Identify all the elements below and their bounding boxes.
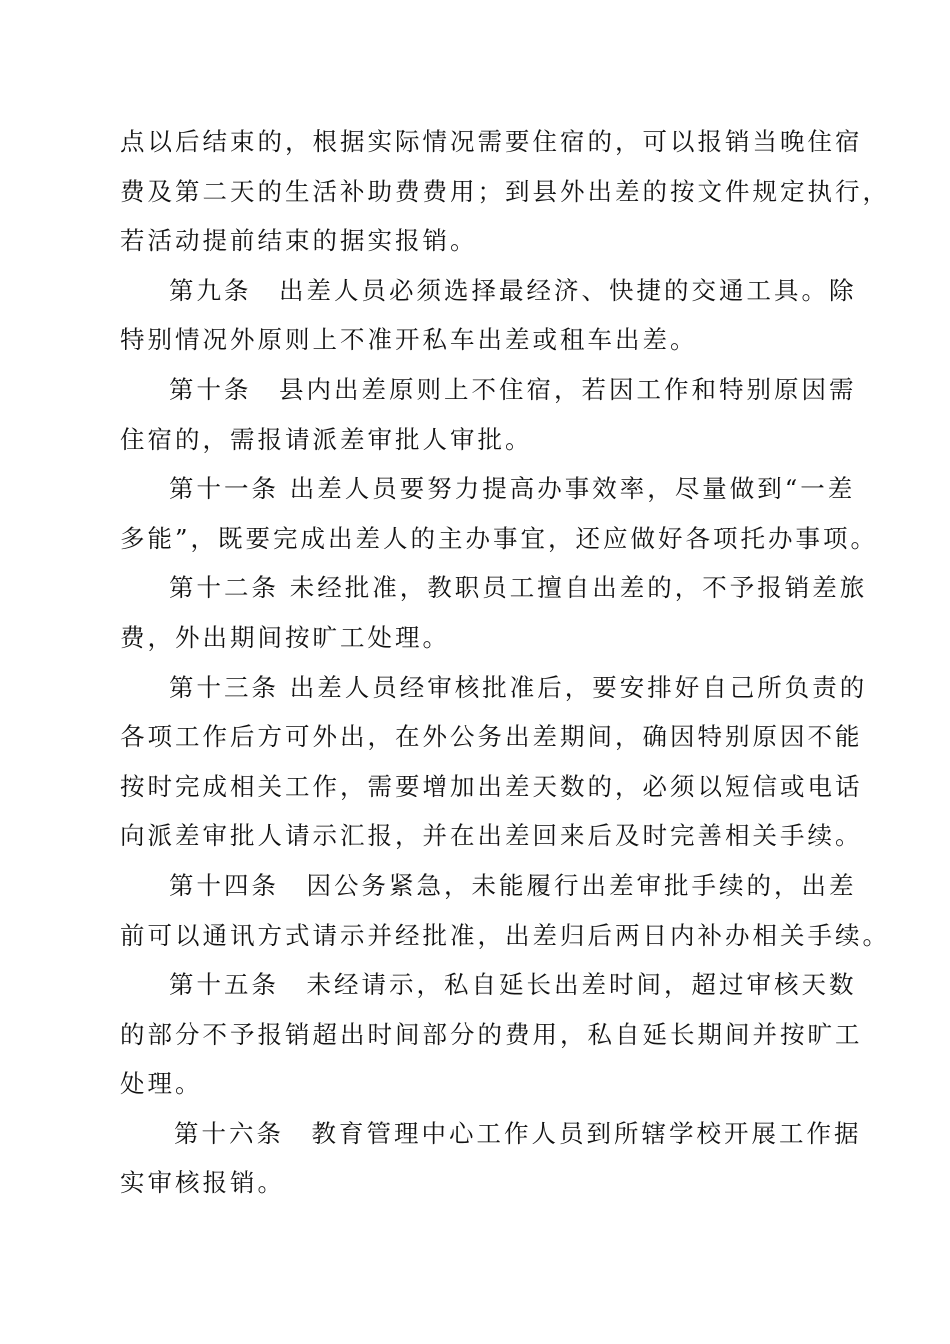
article-14-first-line: 第十四条 因公务紧急，未能履行出差审批手续的，出差 xyxy=(169,870,857,900)
text-line: 住宿的，需报请派差审批人审批。 xyxy=(120,424,533,454)
text-line: 若活动提前结束的据实报销。 xyxy=(120,226,478,256)
article-12-first-line: 第十二条 未经批准，教职员工擅自出差的，不予报销差旅 xyxy=(169,573,868,603)
text-line: 实审核报销。 xyxy=(120,1168,285,1198)
text-line: 的部分不予报销超出时间部分的费用，私自延长期间并按旷工 xyxy=(120,1019,863,1049)
article-15-first-line: 第十五条 未经请示，私自延长出差时间，超过审核天数 xyxy=(169,970,857,1000)
article-13-first-line: 第十三条 出差人员经审核批准后，要安排好自己所负责的 xyxy=(169,672,868,702)
text-line: 多能”，既要完成出差人的主办事宜，还应做好各项托办事项。 xyxy=(120,523,879,553)
text-line: 各项工作后方可外出，在外公务出差期间，确因特别原因不能 xyxy=(120,722,863,752)
document-body xyxy=(120,117,890,1208)
article-11-first-line: 第十一条 出差人员要努力提高办事效率，尽量做到“一差 xyxy=(169,474,856,504)
text-line: 费及第二天的生活补助费费用；到县外出差的按文件规定执行， xyxy=(120,176,890,206)
article-10-first-line: 第十条 县内出差原则上不住宿，若因工作和特别原因需 xyxy=(169,374,857,404)
text-line: 特别情况外原则上不准开私车出差或租车出差。 xyxy=(120,325,698,355)
article-9-first-line: 第九条 出差人员必须选择最经济、快捷的交通工具。除 xyxy=(169,275,857,305)
text-line: 处理。 xyxy=(120,1069,203,1099)
text-line: 按时完成相关工作，需要增加出差天数的，必须以短信或电话 xyxy=(120,771,863,801)
text-line: 费，外出期间按旷工处理。 xyxy=(120,622,450,652)
text-line: 前可以通讯方式请示并经批准，出差归后两日内补办相关手续。 xyxy=(120,920,890,950)
article-16-first-line: 第十六条 教育管理中心工作人员到所辖学校开展工作据 xyxy=(174,1118,862,1148)
text-line: 向派差审批人请示汇报，并在出差回来后及时完善相关手续。 xyxy=(120,821,863,851)
text-line: 点以后结束的，根据实际情况需要住宿的，可以报销当晚住宿 xyxy=(120,127,863,156)
